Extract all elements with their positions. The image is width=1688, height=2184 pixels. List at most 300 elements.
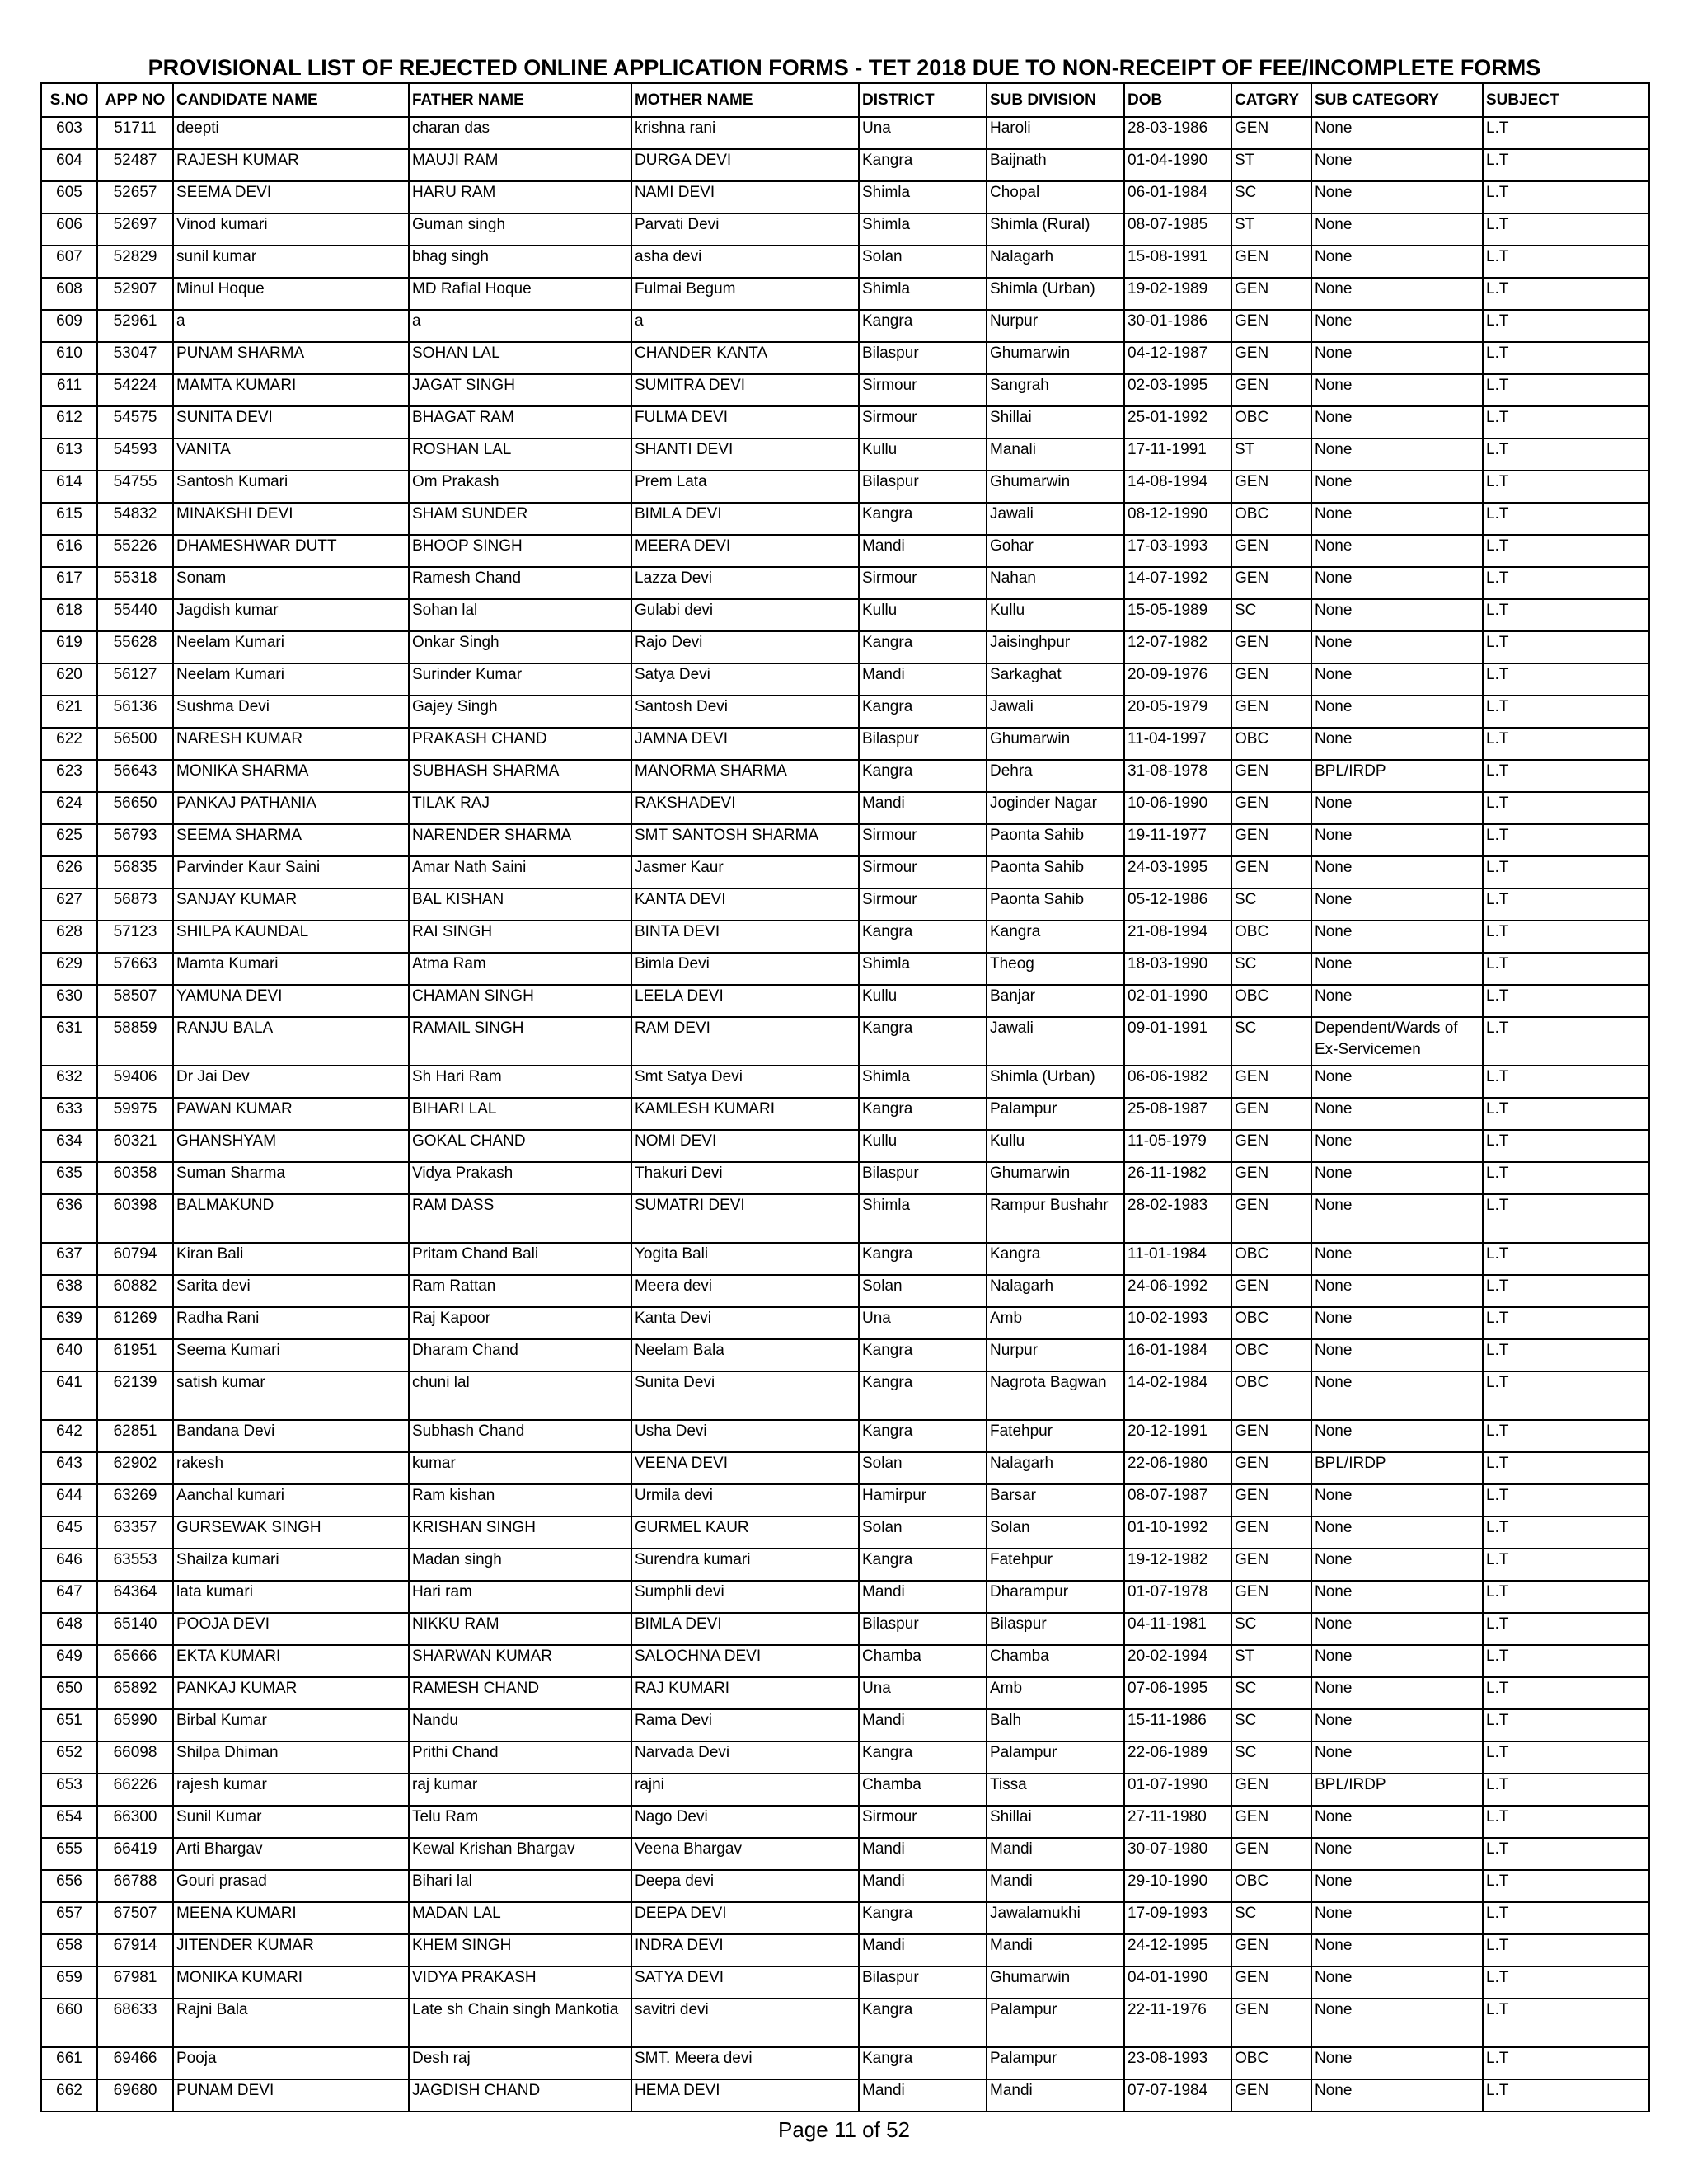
- header-father-name: FATHER NAME: [409, 83, 631, 117]
- cell-mother-name: asha devi: [631, 246, 859, 278]
- cell-sub-division: Nalagarh: [987, 246, 1124, 278]
- cell-sub-category: None: [1311, 1613, 1483, 1645]
- cell-app-no: 66226: [97, 1774, 173, 1806]
- cell-father-name: Onkar Singh: [409, 631, 631, 663]
- cell-sub-division: Haroli: [987, 117, 1124, 149]
- cell-district: Kangra: [859, 696, 987, 728]
- table-row: [41, 1549, 1649, 1581]
- cell-mother-name: Urmila devi: [631, 1484, 859, 1516]
- table-row: [41, 438, 1649, 471]
- cell-sno: 621: [41, 696, 97, 728]
- cell-sub-category: None: [1311, 406, 1483, 438]
- cell-subject: L.T: [1483, 1307, 1649, 1339]
- cell-subject: L.T: [1483, 1066, 1649, 1098]
- cell-sno: 603: [41, 117, 97, 149]
- cell-subject: L.T: [1483, 342, 1649, 374]
- cell-category: GEN: [1231, 2079, 1311, 2111]
- cell-candidate-name: Santosh Kumari: [173, 471, 409, 503]
- cell-subject: L.T: [1483, 760, 1649, 792]
- cell-district: Kangra: [859, 1371, 987, 1420]
- table-row: [41, 728, 1649, 760]
- cell-candidate-name: PUNAM SHARMA: [173, 342, 409, 374]
- table-row: [41, 1709, 1649, 1741]
- table-row: [41, 117, 1649, 149]
- cell-dob: 17-09-1993: [1124, 1902, 1231, 1934]
- cell-sub-category: None: [1311, 471, 1483, 503]
- cell-sub-division: Ghumarwin: [987, 342, 1124, 374]
- cell-category: GEN: [1231, 1098, 1311, 1130]
- cell-app-no: 56136: [97, 696, 173, 728]
- cell-sub-category: None: [1311, 535, 1483, 567]
- cell-father-name: Sh Hari Ram: [409, 1066, 631, 1098]
- cell-sno: 662: [41, 2079, 97, 2111]
- cell-sub-division: Jaisinghpur: [987, 631, 1124, 663]
- cell-sno: 641: [41, 1371, 97, 1420]
- cell-dob: 06-06-1982: [1124, 1066, 1231, 1098]
- cell-category: GEN: [1231, 696, 1311, 728]
- cell-sub-division: Jawalamukhi: [987, 1902, 1124, 1934]
- cell-father-name: VIDYA PRAKASH: [409, 1966, 631, 1999]
- cell-father-name: Kewal Krishan Bhargav: [409, 1838, 631, 1870]
- cell-sub-division: Amb: [987, 1677, 1124, 1709]
- cell-app-no: 57663: [97, 953, 173, 985]
- cell-dob: 10-06-1990: [1124, 792, 1231, 824]
- cell-sub-division: Nurpur: [987, 310, 1124, 342]
- cell-dob: 24-12-1995: [1124, 1934, 1231, 1966]
- cell-sub-category: None: [1311, 1420, 1483, 1452]
- cell-category: GEN: [1231, 471, 1311, 503]
- cell-app-no: 69466: [97, 2047, 173, 2079]
- cell-district: Kangra: [859, 310, 987, 342]
- cell-sub-division: Dharampur: [987, 1581, 1124, 1613]
- cell-sno: 629: [41, 953, 97, 985]
- cell-app-no: 65892: [97, 1677, 173, 1709]
- cell-sub-division: Palampur: [987, 1999, 1124, 2047]
- cell-dob: 20-09-1976: [1124, 663, 1231, 696]
- cell-sub-category: None: [1311, 1371, 1483, 1420]
- cell-app-no: 63357: [97, 1516, 173, 1549]
- cell-sub-category: None: [1311, 2079, 1483, 2111]
- cell-dob: 30-07-1980: [1124, 1838, 1231, 1870]
- cell-dob: 07-07-1984: [1124, 2079, 1231, 2111]
- cell-district: Mandi: [859, 1870, 987, 1902]
- cell-category: GEN: [1231, 1774, 1311, 1806]
- cell-subject: L.T: [1483, 1774, 1649, 1806]
- cell-app-no: 59406: [97, 1066, 173, 1098]
- cell-father-name: Subhash Chand: [409, 1420, 631, 1452]
- cell-subject: L.T: [1483, 1194, 1649, 1243]
- cell-candidate-name: Shailza kumari: [173, 1549, 409, 1581]
- cell-app-no: 66300: [97, 1806, 173, 1838]
- cell-sno: 637: [41, 1243, 97, 1275]
- table-row: [41, 985, 1649, 1017]
- cell-subject: L.T: [1483, 471, 1649, 503]
- cell-father-name: Bihari lal: [409, 1870, 631, 1902]
- cell-mother-name: RAKSHADEVI: [631, 792, 859, 824]
- cell-district: Kangra: [859, 149, 987, 181]
- cell-app-no: 65666: [97, 1645, 173, 1677]
- cell-subject: L.T: [1483, 888, 1649, 921]
- cell-mother-name: MANORMA SHARMA: [631, 760, 859, 792]
- cell-category: GEN: [1231, 856, 1311, 888]
- document-title: PROVISIONAL LIST OF REJECTED ONLINE APPLICATION FORMS - TET 2018 DUE TO NON-RECEIPT OF FEE/INCOMPLETE FORMS: [148, 55, 1541, 80]
- cell-sno: 614: [41, 471, 97, 503]
- cell-category: GEN: [1231, 1066, 1311, 1098]
- cell-sub-category: None: [1311, 1870, 1483, 1902]
- cell-sno: 619: [41, 631, 97, 663]
- cell-dob: 08-07-1987: [1124, 1484, 1231, 1516]
- table-row: [41, 1934, 1649, 1966]
- cell-mother-name: VEENA DEVI: [631, 1452, 859, 1484]
- cell-dob: 17-03-1993: [1124, 535, 1231, 567]
- cell-sub-category: Dependent/Wards of Ex-Servicemen: [1311, 1017, 1483, 1066]
- cell-category: SC: [1231, 599, 1311, 631]
- cell-sub-division: Nalagarh: [987, 1452, 1124, 1484]
- cell-sno: 631: [41, 1017, 97, 1066]
- cell-sno: 644: [41, 1484, 97, 1516]
- cell-category: SC: [1231, 953, 1311, 985]
- cell-district: Shimla: [859, 953, 987, 985]
- table-row: [41, 1484, 1649, 1516]
- cell-candidate-name: Vinod kumari: [173, 213, 409, 246]
- table-row: [41, 888, 1649, 921]
- cell-subject: L.T: [1483, 696, 1649, 728]
- cell-sub-division: Palampur: [987, 2047, 1124, 2079]
- cell-sub-category: None: [1311, 696, 1483, 728]
- cell-candidate-name: PAWAN KUMAR: [173, 1098, 409, 1130]
- cell-district: Shimla: [859, 213, 987, 246]
- cell-category: GEN: [1231, 1516, 1311, 1549]
- cell-sub-division: Shimla (Urban): [987, 1066, 1124, 1098]
- cell-dob: 30-01-1986: [1124, 310, 1231, 342]
- cell-sub-category: BPL/IRDP: [1311, 1452, 1483, 1484]
- table-row: [41, 1420, 1649, 1452]
- cell-subject: L.T: [1483, 1098, 1649, 1130]
- cell-dob: 14-07-1992: [1124, 567, 1231, 599]
- cell-category: GEN: [1231, 1130, 1311, 1162]
- cell-candidate-name: VANITA: [173, 438, 409, 471]
- cell-app-no: 60358: [97, 1162, 173, 1194]
- cell-sno: 605: [41, 181, 97, 213]
- cell-mother-name: CHANDER KANTA: [631, 342, 859, 374]
- cell-district: Solan: [859, 1452, 987, 1484]
- cell-category: GEN: [1231, 631, 1311, 663]
- cell-district: Mandi: [859, 1934, 987, 1966]
- cell-category: SC: [1231, 1613, 1311, 1645]
- cell-father-name: RAM DASS: [409, 1194, 631, 1243]
- cell-sno: 627: [41, 888, 97, 921]
- cell-candidate-name: rajesh kumar: [173, 1774, 409, 1806]
- cell-sno: 616: [41, 535, 97, 567]
- table-row: [41, 792, 1649, 824]
- cell-category: SC: [1231, 1709, 1311, 1741]
- cell-district: Mandi: [859, 663, 987, 696]
- cell-dob: 15-08-1991: [1124, 246, 1231, 278]
- cell-sub-category: None: [1311, 1307, 1483, 1339]
- table-row: [41, 374, 1649, 406]
- header-district: DISTRICT: [859, 83, 987, 117]
- cell-mother-name: a: [631, 310, 859, 342]
- cell-category: GEN: [1231, 342, 1311, 374]
- table-row: [41, 471, 1649, 503]
- table-row: [41, 149, 1649, 181]
- cell-district: Kangra: [859, 631, 987, 663]
- cell-subject: L.T: [1483, 1806, 1649, 1838]
- cell-sub-division: Amb: [987, 1307, 1124, 1339]
- cell-category: GEN: [1231, 1452, 1311, 1484]
- cell-sno: 617: [41, 567, 97, 599]
- cell-category: OBC: [1231, 503, 1311, 535]
- cell-mother-name: Nago Devi: [631, 1806, 859, 1838]
- cell-mother-name: rajni: [631, 1774, 859, 1806]
- table-row: [41, 503, 1649, 535]
- cell-father-name: charan das: [409, 117, 631, 149]
- table-row: [41, 1371, 1649, 1420]
- cell-sno: 609: [41, 310, 97, 342]
- cell-sno: 649: [41, 1645, 97, 1677]
- cell-candidate-name: Sushma Devi: [173, 696, 409, 728]
- cell-subject: L.T: [1483, 567, 1649, 599]
- cell-district: Kangra: [859, 921, 987, 953]
- cell-sub-division: Nurpur: [987, 1339, 1124, 1371]
- header-subject: SUBJECT: [1483, 83, 1649, 117]
- cell-subject: L.T: [1483, 1243, 1649, 1275]
- cell-dob: 20-05-1979: [1124, 696, 1231, 728]
- cell-sub-category: None: [1311, 985, 1483, 1017]
- cell-sno: 625: [41, 824, 97, 856]
- cell-candidate-name: DHAMESHWAR DUTT: [173, 535, 409, 567]
- cell-subject: L.T: [1483, 1934, 1649, 1966]
- table-row: [41, 1130, 1649, 1162]
- cell-sub-division: Sangrah: [987, 374, 1124, 406]
- cell-mother-name: Deepa devi: [631, 1870, 859, 1902]
- cell-category: ST: [1231, 213, 1311, 246]
- cell-father-name: Guman singh: [409, 213, 631, 246]
- cell-sno: 646: [41, 1549, 97, 1581]
- cell-category: GEN: [1231, 535, 1311, 567]
- table-row: [41, 1066, 1649, 1098]
- cell-app-no: 52487: [97, 149, 173, 181]
- cell-app-no: 61269: [97, 1307, 173, 1339]
- cell-father-name: BIHARI LAL: [409, 1098, 631, 1130]
- cell-subject: L.T: [1483, 1966, 1649, 1999]
- cell-candidate-name: MONIKA SHARMA: [173, 760, 409, 792]
- cell-father-name: NARENDER SHARMA: [409, 824, 631, 856]
- cell-district: Solan: [859, 1516, 987, 1549]
- cell-dob: 04-12-1987: [1124, 342, 1231, 374]
- cell-subject: L.T: [1483, 1645, 1649, 1677]
- cell-father-name: SHARWAN KUMAR: [409, 1645, 631, 1677]
- cell-district: Kullu: [859, 985, 987, 1017]
- cell-subject: L.T: [1483, 1339, 1649, 1371]
- cell-dob: 01-10-1992: [1124, 1516, 1231, 1549]
- cell-category: SC: [1231, 1902, 1311, 1934]
- cell-mother-name: INDRA DEVI: [631, 1934, 859, 1966]
- cell-sub-category: None: [1311, 1275, 1483, 1307]
- cell-father-name: Raj Kapoor: [409, 1307, 631, 1339]
- cell-sub-division: Bilaspur: [987, 1613, 1124, 1645]
- cell-dob: 18-03-1990: [1124, 953, 1231, 985]
- cell-sub-division: Nagrota Bagwan: [987, 1371, 1124, 1420]
- cell-mother-name: Lazza Devi: [631, 567, 859, 599]
- cell-mother-name: JAMNA DEVI: [631, 728, 859, 760]
- table-row: [41, 342, 1649, 374]
- cell-sno: 648: [41, 1613, 97, 1645]
- cell-dob: 11-05-1979: [1124, 1130, 1231, 1162]
- cell-sub-division: Kullu: [987, 599, 1124, 631]
- cell-dob: 01-07-1990: [1124, 1774, 1231, 1806]
- table-row: [41, 599, 1649, 631]
- cell-district: Sirmour: [859, 567, 987, 599]
- cell-subject: L.T: [1483, 2079, 1649, 2111]
- cell-candidate-name: SUNITA DEVI: [173, 406, 409, 438]
- cell-dob: 01-04-1990: [1124, 149, 1231, 181]
- cell-subject: L.T: [1483, 1162, 1649, 1194]
- cell-father-name: Ramesh Chand: [409, 567, 631, 599]
- cell-sub-division: Banjar: [987, 985, 1124, 1017]
- cell-sub-division: Ghumarwin: [987, 1966, 1124, 1999]
- cell-dob: 09-01-1991: [1124, 1017, 1231, 1066]
- cell-sub-category: None: [1311, 117, 1483, 149]
- cell-app-no: 67507: [97, 1902, 173, 1934]
- cell-father-name: Pritam Chand Bali: [409, 1243, 631, 1275]
- cell-mother-name: Yogita Bali: [631, 1243, 859, 1275]
- cell-sno: 645: [41, 1516, 97, 1549]
- cell-sub-category: None: [1311, 1243, 1483, 1275]
- table-row: [41, 1966, 1649, 1999]
- cell-candidate-name: MAMTA KUMARI: [173, 374, 409, 406]
- cell-subject: L.T: [1483, 438, 1649, 471]
- cell-mother-name: Smt Satya Devi: [631, 1066, 859, 1098]
- cell-subject: L.T: [1483, 1581, 1649, 1613]
- cell-candidate-name: Sunil Kumar: [173, 1806, 409, 1838]
- cell-mother-name: SMT SANTOSH SHARMA: [631, 824, 859, 856]
- cell-dob: 26-11-1982: [1124, 1162, 1231, 1194]
- cell-dob: 25-08-1987: [1124, 1098, 1231, 1130]
- cell-mother-name: RAM DEVI: [631, 1017, 859, 1066]
- cell-category: SC: [1231, 1741, 1311, 1774]
- cell-candidate-name: POOJA DEVI: [173, 1613, 409, 1645]
- cell-mother-name: NAMI DEVI: [631, 181, 859, 213]
- cell-mother-name: BINTA DEVI: [631, 921, 859, 953]
- cell-candidate-name: sunil kumar: [173, 246, 409, 278]
- cell-subject: L.T: [1483, 1902, 1649, 1934]
- table-header-row: [41, 83, 1649, 117]
- cell-sub-division: Gohar: [987, 535, 1124, 567]
- cell-sno: 630: [41, 985, 97, 1017]
- table-row: [41, 663, 1649, 696]
- cell-district: Sirmour: [859, 406, 987, 438]
- cell-app-no: 67981: [97, 1966, 173, 1999]
- cell-father-name: SUBHASH SHARMA: [409, 760, 631, 792]
- cell-father-name: Prithi Chand: [409, 1741, 631, 1774]
- cell-sub-division: Paonta Sahib: [987, 824, 1124, 856]
- cell-sub-division: Palampur: [987, 1741, 1124, 1774]
- cell-app-no: 58507: [97, 985, 173, 1017]
- page-number: Page 11 of 52: [778, 2117, 910, 2142]
- cell-app-no: 66098: [97, 1741, 173, 1774]
- cell-sub-division: Solan: [987, 1516, 1124, 1549]
- cell-district: Kangra: [859, 1999, 987, 2047]
- cell-subject: L.T: [1483, 1838, 1649, 1870]
- table-row: [41, 696, 1649, 728]
- cell-mother-name: DEEPA DEVI: [631, 1902, 859, 1934]
- cell-father-name: Sohan lal: [409, 599, 631, 631]
- table-row: [41, 278, 1649, 310]
- cell-subject: L.T: [1483, 2047, 1649, 2079]
- cell-mother-name: savitri devi: [631, 1999, 859, 2047]
- cell-sub-division: Nahan: [987, 567, 1124, 599]
- cell-father-name: BHOOP SINGH: [409, 535, 631, 567]
- cell-father-name: Om Prakash: [409, 471, 631, 503]
- cell-district: Sirmour: [859, 888, 987, 921]
- header-sub-division: SUB DIVISION: [987, 83, 1124, 117]
- cell-sub-category: None: [1311, 1902, 1483, 1934]
- cell-sub-division: Rampur Bushahr: [987, 1194, 1124, 1243]
- cell-sno: 635: [41, 1162, 97, 1194]
- cell-sub-division: Mandi: [987, 1838, 1124, 1870]
- table-row: [41, 1307, 1649, 1339]
- cell-sub-category: None: [1311, 663, 1483, 696]
- cell-sub-category: None: [1311, 1677, 1483, 1709]
- rejected-forms-table: [40, 82, 1650, 2112]
- cell-sub-category: None: [1311, 631, 1483, 663]
- cell-district: Sirmour: [859, 1806, 987, 1838]
- cell-sub-category: None: [1311, 181, 1483, 213]
- cell-sub-division: Chopal: [987, 181, 1124, 213]
- cell-candidate-name: Sonam: [173, 567, 409, 599]
- cell-category: GEN: [1231, 567, 1311, 599]
- cell-candidate-name: Rajni Bala: [173, 1999, 409, 2047]
- table-row: [41, 1243, 1649, 1275]
- cell-subject: L.T: [1483, 985, 1649, 1017]
- cell-sub-category: None: [1311, 953, 1483, 985]
- cell-candidate-name: Mamta Kumari: [173, 953, 409, 985]
- cell-category: OBC: [1231, 1243, 1311, 1275]
- cell-father-name: JAGDISH CHAND: [409, 2079, 631, 2111]
- cell-mother-name: Thakuri Devi: [631, 1162, 859, 1194]
- cell-subject: L.T: [1483, 792, 1649, 824]
- cell-dob: 23-08-1993: [1124, 2047, 1231, 2079]
- cell-mother-name: KANTA DEVI: [631, 888, 859, 921]
- table-row: [41, 1741, 1649, 1774]
- cell-app-no: 67914: [97, 1934, 173, 1966]
- cell-subject: L.T: [1483, 728, 1649, 760]
- cell-district: Kangra: [859, 1420, 987, 1452]
- cell-dob: 20-12-1991: [1124, 1420, 1231, 1452]
- cell-candidate-name: GHANSHYAM: [173, 1130, 409, 1162]
- cell-candidate-name: Shilpa Dhiman: [173, 1741, 409, 1774]
- cell-app-no: 60321: [97, 1130, 173, 1162]
- cell-candidate-name: JITENDER KUMAR: [173, 1934, 409, 1966]
- cell-district: Una: [859, 1677, 987, 1709]
- cell-sno: 608: [41, 278, 97, 310]
- table-row: [41, 1581, 1649, 1613]
- cell-app-no: 53047: [97, 342, 173, 374]
- cell-category: GEN: [1231, 1966, 1311, 1999]
- cell-mother-name: Meera devi: [631, 1275, 859, 1307]
- cell-mother-name: Sumphli devi: [631, 1581, 859, 1613]
- cell-app-no: 55318: [97, 567, 173, 599]
- cell-category: SC: [1231, 1017, 1311, 1066]
- cell-father-name: KHEM SINGH: [409, 1934, 631, 1966]
- cell-subject: L.T: [1483, 1613, 1649, 1645]
- table-row: [41, 953, 1649, 985]
- cell-sub-division: Mandi: [987, 1870, 1124, 1902]
- cell-sub-division: Sarkaghat: [987, 663, 1124, 696]
- cell-mother-name: Jasmer Kaur: [631, 856, 859, 888]
- cell-mother-name: Kanta Devi: [631, 1307, 859, 1339]
